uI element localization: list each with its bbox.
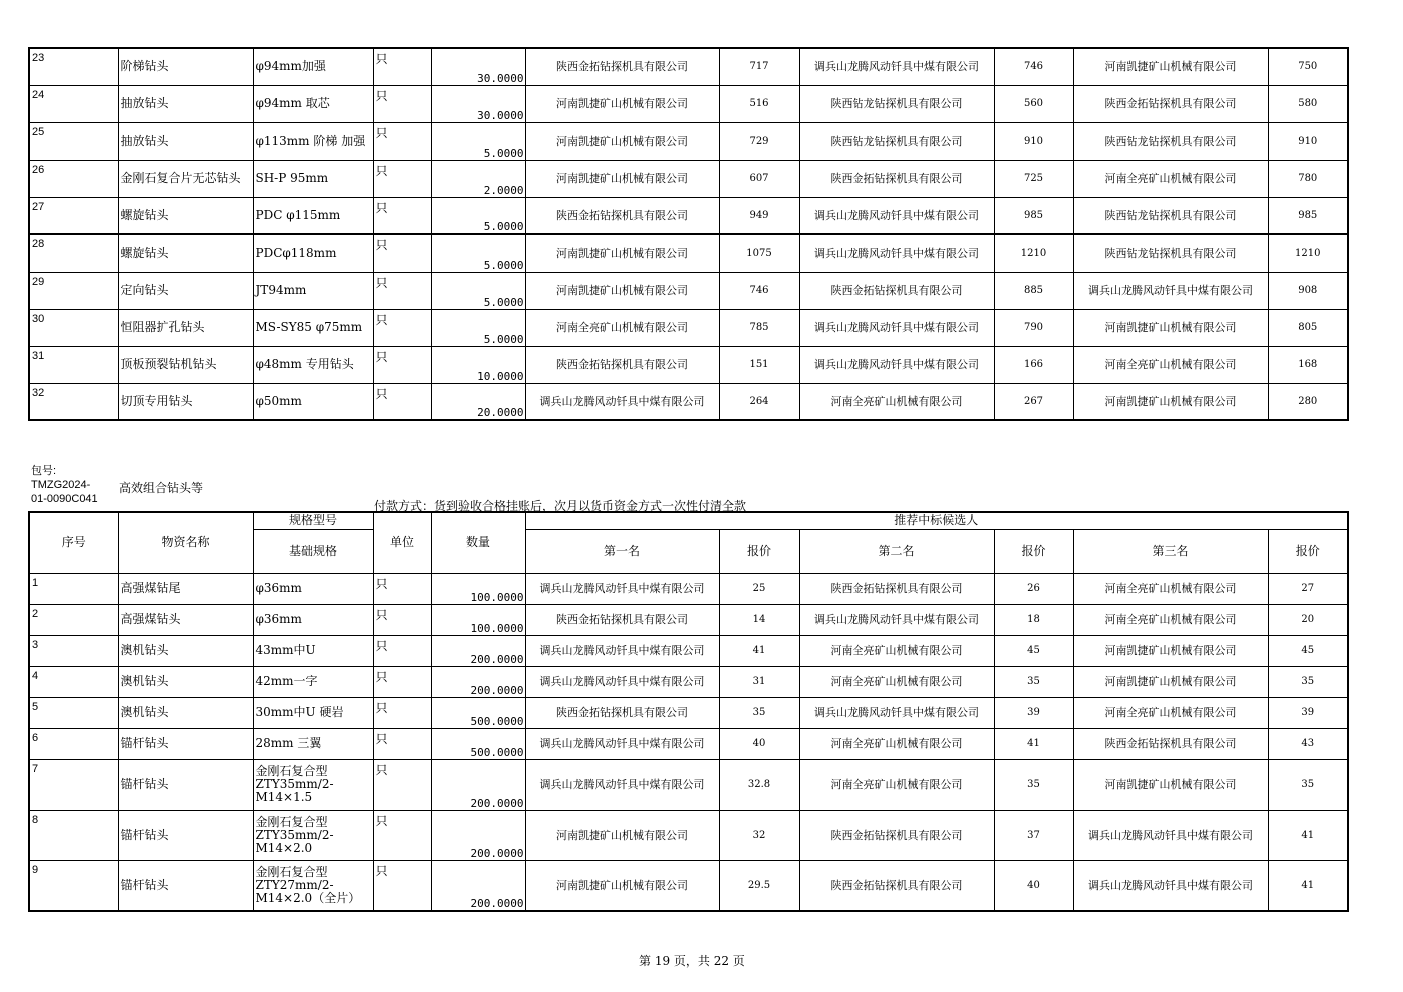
row-qty: 100.0000 (431, 604, 525, 635)
row-spec: φ113mm 阶梯 加强 (253, 122, 373, 160)
table-row (29, 272, 1348, 309)
row-first: 河南凯捷矿山机械有限公司 (525, 85, 719, 122)
row-spec: 30mm中U 硬岩 (253, 697, 373, 728)
row-second: 调兵山龙腾风动钎具中煤有限公司 (799, 697, 994, 728)
row-second: 河南全亮矿山机械有限公司 (799, 728, 994, 759)
row-price1: 785 (719, 309, 799, 346)
row-third: 调兵山龙腾风动钎具中煤有限公司 (1073, 272, 1268, 309)
row-spec: SH-P 95mm (253, 160, 373, 197)
row-price3: 41 (1268, 860, 1348, 911)
row-third: 陕西钻龙钻探机具有限公司 (1073, 122, 1268, 160)
row-price2: 18 (994, 604, 1073, 635)
row-first: 陕西金拓钻探机具有限公司 (525, 48, 719, 85)
package-code-line1: TMZG2024- (31, 479, 91, 491)
row-unit: 只 (373, 697, 431, 728)
row-seq: 31 (29, 346, 118, 383)
row-name: 顶板预裂钻机钻头 (118, 346, 253, 383)
row-qty: 30.0000 (431, 48, 525, 85)
header-seq: 序号 (29, 512, 118, 573)
row-unit: 只 (373, 383, 431, 420)
row-price1: 40 (719, 728, 799, 759)
row-price2: 790 (994, 309, 1073, 346)
row-unit: 只 (373, 272, 431, 309)
row-spec: φ48mm 专用钻头 (253, 346, 373, 383)
row-price3: 985 (1268, 197, 1348, 234)
row-price3: 168 (1268, 346, 1348, 383)
row-qty: 30.0000 (431, 85, 525, 122)
row-unit: 只 (373, 759, 431, 810)
row-second: 陕西金拓钻探机具有限公司 (799, 272, 994, 309)
row-price1: 14 (719, 604, 799, 635)
row-unit: 只 (373, 197, 431, 234)
row-qty: 2.0000 (431, 160, 525, 197)
row-seq: 32 (29, 383, 118, 420)
package-number (31, 464, 98, 506)
row-spec: φ50mm (253, 383, 373, 420)
row-third: 河南全亮矿山机械有限公司 (1073, 604, 1268, 635)
row-price2: 560 (994, 85, 1073, 122)
row-seq: 6 (29, 728, 118, 759)
row-unit: 只 (373, 122, 431, 160)
row-third: 河南凯捷矿山机械有限公司 (1073, 759, 1268, 810)
row-price2: 35 (994, 759, 1073, 810)
row-spec: φ94mm 取芯 (253, 85, 373, 122)
table-row (29, 122, 1348, 160)
row-price2: 166 (994, 346, 1073, 383)
row-seq: 30 (29, 309, 118, 346)
table-row (29, 48, 1348, 85)
row-first: 河南凯捷矿山机械有限公司 (525, 122, 719, 160)
row-price2: 37 (994, 810, 1073, 860)
bid-table-package (28, 511, 1349, 912)
row-name: 澳机钻头 (118, 666, 253, 697)
row-qty: 5.0000 (431, 309, 525, 346)
row-price2: 885 (994, 272, 1073, 309)
header-first: 第一名 (525, 529, 719, 573)
table-row (29, 197, 1348, 234)
row-third: 河南凯捷矿山机械有限公司 (1073, 309, 1268, 346)
table-row (29, 383, 1348, 420)
row-qty: 500.0000 (431, 697, 525, 728)
row-name: 螺旋钻头 (118, 234, 253, 272)
row-price2: 910 (994, 122, 1073, 160)
row-price1: 41 (719, 635, 799, 666)
page-number: 第 19 页，共 22 页 (639, 954, 745, 968)
row-second: 调兵山龙腾风动钎具中煤有限公司 (799, 48, 994, 85)
header-price3: 报价 (1268, 529, 1348, 573)
header-recommend: 推荐中标候选人 (525, 512, 1348, 529)
row-second: 陕西金拓钻探机具有限公司 (799, 860, 994, 911)
row-price1: 32.8 (719, 759, 799, 810)
row-seq: 9 (29, 860, 118, 911)
row-price3: 41 (1268, 810, 1348, 860)
row-second: 陕西金拓钻探机具有限公司 (799, 160, 994, 197)
table-row (29, 573, 1348, 604)
row-price3: 908 (1268, 272, 1348, 309)
row-first: 调兵山龙腾风动钎具中煤有限公司 (525, 383, 719, 420)
row-price2: 746 (994, 48, 1073, 85)
row-price3: 35 (1268, 759, 1348, 810)
header-price2: 报价 (994, 529, 1073, 573)
header-name: 物资名称 (118, 512, 253, 573)
header-unit: 单位 (373, 512, 431, 573)
row-second: 调兵山龙腾风动钎具中煤有限公司 (799, 197, 994, 234)
row-second: 陕西钻龙钻探机具有限公司 (799, 85, 994, 122)
row-price1: 35 (719, 697, 799, 728)
row-price1: 264 (719, 383, 799, 420)
row-spec: MS-SY85 φ75mm (253, 309, 373, 346)
row-name: 抽放钻头 (118, 85, 253, 122)
row-price3: 20 (1268, 604, 1348, 635)
row-price3: 1210 (1268, 234, 1348, 272)
row-price1: 746 (719, 272, 799, 309)
row-unit: 只 (373, 48, 431, 85)
row-name: 定向钻头 (118, 272, 253, 309)
row-unit: 只 (373, 666, 431, 697)
row-first: 河南凯捷矿山机械有限公司 (525, 234, 719, 272)
row-second: 调兵山龙腾风动钎具中煤有限公司 (799, 346, 994, 383)
table-row (29, 85, 1348, 122)
row-price2: 725 (994, 160, 1073, 197)
row-spec: 金刚石复合型 ZTY35mm/2-M14×2.0 (253, 810, 373, 860)
row-spec: PDCφ118mm (253, 234, 373, 272)
row-price1: 717 (719, 48, 799, 85)
row-unit: 只 (373, 85, 431, 122)
row-name: 阶梯钻头 (118, 48, 253, 85)
row-price1: 607 (719, 160, 799, 197)
table-row (29, 697, 1348, 728)
row-spec: PDC φ115mm (253, 197, 373, 234)
row-first: 河南全亮矿山机械有限公司 (525, 309, 719, 346)
row-name: 锚杆钻头 (118, 810, 253, 860)
row-second: 陕西金拓钻探机具有限公司 (799, 810, 994, 860)
row-price1: 1075 (719, 234, 799, 272)
row-price3: 580 (1268, 85, 1348, 122)
row-price2: 39 (994, 697, 1073, 728)
row-unit: 只 (373, 573, 431, 604)
row-seq: 24 (29, 85, 118, 122)
row-third: 陕西钻龙钻探机具有限公司 (1073, 197, 1268, 234)
row-second: 陕西钻龙钻探机具有限公司 (799, 122, 994, 160)
row-spec: 金刚石复合型 ZTY35mm/2-M14×1.5 (253, 759, 373, 810)
row-spec: 42mm一字 (253, 666, 373, 697)
row-seq: 2 (29, 604, 118, 635)
row-price2: 267 (994, 383, 1073, 420)
row-third: 调兵山龙腾风动钎具中煤有限公司 (1073, 810, 1268, 860)
table-row (29, 728, 1348, 759)
row-price2: 40 (994, 860, 1073, 911)
header-third: 第三名 (1073, 529, 1268, 573)
row-second: 调兵山龙腾风动钎具中煤有限公司 (799, 604, 994, 635)
row-seq: 7 (29, 759, 118, 810)
row-name: 澳机钻头 (118, 697, 253, 728)
row-price2: 26 (994, 573, 1073, 604)
header-price1: 报价 (719, 529, 799, 573)
table-row (29, 810, 1348, 860)
table-row (29, 346, 1348, 383)
row-second: 调兵山龙腾风动钎具中煤有限公司 (799, 234, 994, 272)
row-spec: φ36mm (253, 604, 373, 635)
row-second: 河南全亮矿山机械有限公司 (799, 383, 994, 420)
row-first: 陕西金拓钻探机具有限公司 (525, 346, 719, 383)
payment-terms: 付款方式：货到验收合格挂账后，次月以货币资金方式一次性付清全款 (374, 499, 747, 513)
row-spec: 43mm中U (253, 635, 373, 666)
row-third: 河南全亮矿山机械有限公司 (1073, 346, 1268, 383)
row-first: 调兵山龙腾风动钎具中煤有限公司 (525, 759, 719, 810)
row-seq: 3 (29, 635, 118, 666)
row-second: 河南全亮矿山机械有限公司 (799, 635, 994, 666)
table-row (29, 635, 1348, 666)
row-qty: 5.0000 (431, 234, 525, 272)
row-name: 抽放钻头 (118, 122, 253, 160)
row-qty: 5.0000 (431, 197, 525, 234)
row-price1: 949 (719, 197, 799, 234)
row-third: 河南全亮矿山机械有限公司 (1073, 697, 1268, 728)
row-name: 高强煤钻头 (118, 604, 253, 635)
row-seq: 26 (29, 160, 118, 197)
row-third: 调兵山龙腾风动钎具中煤有限公司 (1073, 860, 1268, 911)
row-seq: 5 (29, 697, 118, 728)
row-second: 陕西金拓钻探机具有限公司 (799, 573, 994, 604)
row-price2: 41 (994, 728, 1073, 759)
row-second: 河南全亮矿山机械有限公司 (799, 759, 994, 810)
row-qty: 200.0000 (431, 810, 525, 860)
row-spec: φ94mm加强 (253, 48, 373, 85)
row-qty: 200.0000 (431, 666, 525, 697)
package-label: 包号: (31, 465, 57, 477)
row-price3: 45 (1268, 635, 1348, 666)
row-name: 螺旋钻头 (118, 197, 253, 234)
table-row (29, 860, 1348, 911)
row-price3: 805 (1268, 309, 1348, 346)
row-price1: 32 (719, 810, 799, 860)
header-qty: 数量 (431, 512, 525, 573)
row-first: 调兵山龙腾风动钎具中煤有限公司 (525, 573, 719, 604)
table-row (29, 666, 1348, 697)
row-third: 陕西金拓钻探机具有限公司 (1073, 728, 1268, 759)
table-row (29, 309, 1348, 346)
row-third: 河南全亮矿山机械有限公司 (1073, 573, 1268, 604)
row-unit: 只 (373, 635, 431, 666)
row-unit: 只 (373, 309, 431, 346)
table-row (29, 234, 1348, 272)
header-second: 第二名 (799, 529, 994, 573)
table-row (29, 604, 1348, 635)
row-unit: 只 (373, 346, 431, 383)
table-row (29, 160, 1348, 197)
row-price3: 35 (1268, 666, 1348, 697)
row-name: 高强煤钻尾 (118, 573, 253, 604)
row-price3: 280 (1268, 383, 1348, 420)
row-first: 调兵山龙腾风动钎具中煤有限公司 (525, 728, 719, 759)
row-price1: 31 (719, 666, 799, 697)
header-spec: 基础规格 (253, 529, 373, 573)
row-third: 陕西钻龙钻探机具有限公司 (1073, 234, 1268, 272)
row-qty: 500.0000 (431, 728, 525, 759)
row-first: 陕西金拓钻探机具有限公司 (525, 604, 719, 635)
row-unit: 只 (373, 604, 431, 635)
row-qty: 5.0000 (431, 272, 525, 309)
row-unit: 只 (373, 860, 431, 911)
row-price3: 910 (1268, 122, 1348, 160)
row-unit: 只 (373, 160, 431, 197)
row-spec: JT94mm (253, 272, 373, 309)
row-first: 陕西金拓钻探机具有限公司 (525, 197, 719, 234)
row-name: 锚杆钻头 (118, 728, 253, 759)
row-price2: 985 (994, 197, 1073, 234)
row-second: 河南全亮矿山机械有限公司 (799, 666, 994, 697)
row-first: 调兵山龙腾风动钎具中煤有限公司 (525, 666, 719, 697)
row-qty: 100.0000 (431, 573, 525, 604)
row-first: 河南凯捷矿山机械有限公司 (525, 160, 719, 197)
row-qty: 20.0000 (431, 383, 525, 420)
row-spec: 28mm 三翼 (253, 728, 373, 759)
table-row (29, 759, 1348, 810)
row-spec: 金刚石复合型 ZTY27mm/2-M14×2.0（全片） (253, 860, 373, 911)
row-seq: 25 (29, 122, 118, 160)
row-seq: 29 (29, 272, 118, 309)
row-unit: 只 (373, 234, 431, 272)
row-price1: 29.5 (719, 860, 799, 911)
row-price1: 516 (719, 85, 799, 122)
row-first: 调兵山龙腾风动钎具中煤有限公司 (525, 635, 719, 666)
row-name: 锚杆钻头 (118, 860, 253, 911)
row-seq: 4 (29, 666, 118, 697)
row-name: 恒阻器扩孔钻头 (118, 309, 253, 346)
row-price1: 25 (719, 573, 799, 604)
row-price3: 750 (1268, 48, 1348, 85)
row-third: 河南凯捷矿山机械有限公司 (1073, 383, 1268, 420)
row-seq: 23 (29, 48, 118, 85)
row-seq: 1 (29, 573, 118, 604)
row-unit: 只 (373, 728, 431, 759)
row-price2: 1210 (994, 234, 1073, 272)
row-qty: 200.0000 (431, 635, 525, 666)
row-price1: 151 (719, 346, 799, 383)
package-code-line2: 01-0090C041 (31, 493, 98, 505)
package-title: 高效组合钻头等 (119, 481, 204, 495)
bid-table-continued (28, 47, 1349, 421)
row-qty: 5.0000 (431, 122, 525, 160)
row-third: 河南凯捷矿山机械有限公司 (1073, 635, 1268, 666)
row-qty: 10.0000 (431, 346, 525, 383)
row-price2: 35 (994, 666, 1073, 697)
row-third: 河南全亮矿山机械有限公司 (1073, 160, 1268, 197)
row-third: 河南凯捷矿山机械有限公司 (1073, 666, 1268, 697)
row-qty: 200.0000 (431, 860, 525, 911)
row-first: 河南凯捷矿山机械有限公司 (525, 860, 719, 911)
row-name: 锚杆钻头 (118, 759, 253, 810)
row-price1: 729 (719, 122, 799, 160)
row-third: 陕西金拓钻探机具有限公司 (1073, 85, 1268, 122)
row-third: 河南凯捷矿山机械有限公司 (1073, 48, 1268, 85)
row-name: 切顶专用钻头 (118, 383, 253, 420)
row-price3: 43 (1268, 728, 1348, 759)
row-first: 河南凯捷矿山机械有限公司 (525, 810, 719, 860)
row-qty: 200.0000 (431, 759, 525, 810)
row-second: 调兵山龙腾风动钎具中煤有限公司 (799, 309, 994, 346)
row-unit: 只 (373, 810, 431, 860)
row-name: 金刚石复合片无芯钻头 (118, 160, 253, 197)
row-seq: 28 (29, 234, 118, 272)
row-price3: 780 (1268, 160, 1348, 197)
row-price2: 45 (994, 635, 1073, 666)
row-spec: φ36mm (253, 573, 373, 604)
row-price3: 27 (1268, 573, 1348, 604)
header-spec-group: 规格型号 (253, 512, 373, 529)
row-first: 陕西金拓钻探机具有限公司 (525, 697, 719, 728)
row-price3: 39 (1268, 697, 1348, 728)
row-seq: 8 (29, 810, 118, 860)
row-first: 河南凯捷矿山机械有限公司 (525, 272, 719, 309)
row-seq: 27 (29, 197, 118, 234)
row-name: 澳机钻头 (118, 635, 253, 666)
